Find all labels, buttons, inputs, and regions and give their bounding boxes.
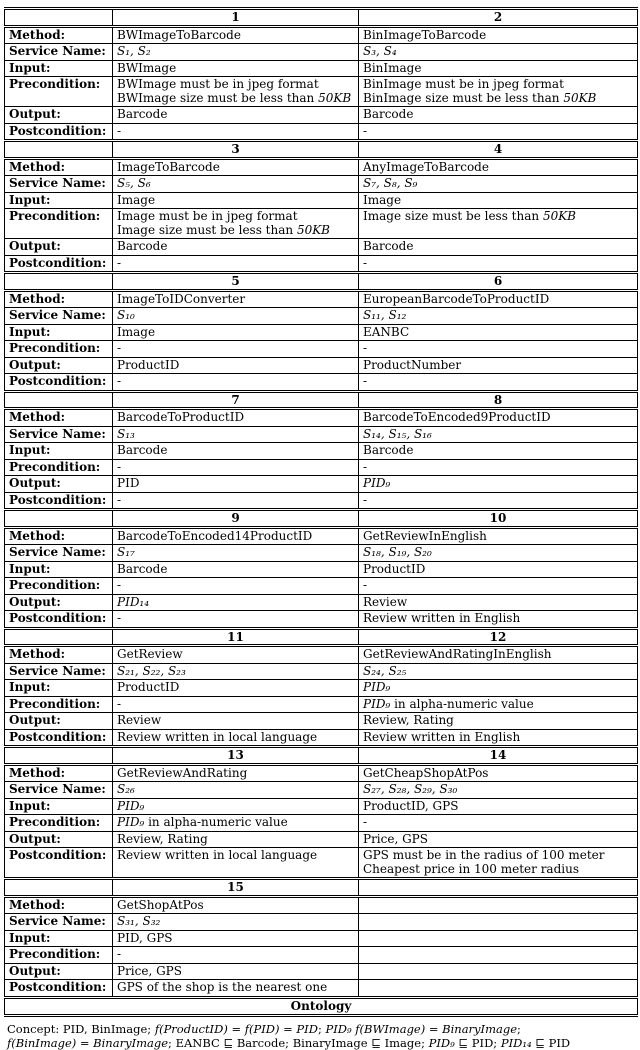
table-cell: Review [359, 594, 638, 611]
table-cell: - [113, 578, 359, 595]
table-cell: - [359, 459, 638, 476]
table-cell: Image size must be less than 50KB [359, 209, 638, 239]
row-label: Precondition: [5, 696, 113, 713]
block-number: 5 [113, 273, 359, 291]
table-cell: Barcode [113, 443, 359, 460]
table-cell: BWImageToBarcode [113, 26, 359, 44]
table-cell: BinImage must be in jpeg format BinImage size must be less than 50KB [359, 77, 638, 107]
table-row [5, 77, 638, 107]
table-cell: Barcode [359, 443, 638, 460]
table-cell: Image must be in jpeg format Image size must be less than 50KB [113, 209, 359, 239]
block-number-spacer [5, 628, 113, 646]
table-cell: S₂₇, S₂₈, S₂₉, S₃₀ [359, 782, 638, 799]
row-label: Input: [5, 60, 113, 77]
table-cell [359, 896, 638, 914]
row-label: Output: [5, 594, 113, 611]
table-cell: GetReview [113, 646, 359, 664]
table-row [5, 374, 638, 392]
row-label: Input: [5, 798, 113, 815]
table-cell: S₅, S₆ [113, 176, 359, 193]
table-cell: - [359, 255, 638, 273]
row-label: Precondition: [5, 459, 113, 476]
table-row [5, 896, 638, 914]
row-label: Output: [5, 713, 113, 730]
table-cell: - [113, 255, 359, 273]
table-cell: ProductID [113, 357, 359, 374]
table-cell: BarcodeToEncoded14ProductID [113, 527, 359, 545]
ontology-header-row [5, 997, 638, 1016]
table-cell [359, 930, 638, 947]
table-row [5, 60, 638, 77]
table-cell: S₇, S₈, S₉ [359, 176, 638, 193]
block-number: 15 [113, 879, 359, 897]
row-label: Precondition: [5, 578, 113, 595]
table-cell [359, 963, 638, 980]
table-cell: GetReviewAndRating [113, 764, 359, 782]
table-row [5, 443, 638, 460]
table-row [5, 680, 638, 697]
table-row [5, 341, 638, 358]
table-row [5, 663, 638, 680]
row-label: Postcondition: [5, 255, 113, 273]
table-cell: - [359, 492, 638, 510]
table-cell: Review written in English [359, 611, 638, 629]
table-row [5, 290, 638, 308]
table-cell: - [113, 123, 359, 141]
table-row [5, 696, 638, 713]
table-row [5, 764, 638, 782]
table-cell: S₁₈, S₁₉, S₂₀ [359, 545, 638, 562]
block-number: 12 [359, 628, 638, 646]
row-label: Method: [5, 26, 113, 44]
table-cell: - [113, 374, 359, 392]
table-cell: Review written in local language [113, 729, 359, 747]
row-label: Output: [5, 963, 113, 980]
table-cell: Image [359, 192, 638, 209]
row-label: Postcondition: [5, 729, 113, 747]
block-number-row [5, 141, 638, 159]
ontology-note-line-1: Concept: PID, BinImage; f(ProductID) = f(PID) = PID; PID₉ f(BWImage) = BinaryImage; [7, 1023, 635, 1037]
table-cell: - [113, 947, 359, 964]
table-cell: GPS of the shop is the nearest one [113, 980, 359, 998]
block-number-spacer [5, 273, 113, 291]
block-number [359, 879, 638, 897]
table-cell: ProductID [113, 680, 359, 697]
table-cell: BWImage [113, 60, 359, 77]
table-row [5, 611, 638, 629]
table-cell: S₂₄, S₂₅ [359, 663, 638, 680]
table-cell: Image [113, 324, 359, 341]
table-row [5, 545, 638, 562]
block-number: 2 [359, 9, 638, 27]
table-row [5, 26, 638, 44]
table-cell: Review written in local language [113, 848, 359, 879]
table-row [5, 798, 638, 815]
table-row [5, 44, 638, 61]
table-row [5, 831, 638, 848]
table-cell: - [113, 341, 359, 358]
block-number: 10 [359, 510, 638, 528]
table-cell: Barcode [113, 561, 359, 578]
table-cell: BinImageToBarcode [359, 26, 638, 44]
row-label: Precondition: [5, 815, 113, 832]
table-row [5, 255, 638, 273]
table-row [5, 459, 638, 476]
table-cell: Barcode [113, 107, 359, 124]
table-row [5, 963, 638, 980]
table-cell: - [359, 815, 638, 832]
table-cell: GetReviewAndRatingInEnglish [359, 646, 638, 664]
block-number: 3 [113, 141, 359, 159]
table-row [5, 646, 638, 664]
table-cell: PID₉ [359, 476, 638, 493]
table-row [5, 357, 638, 374]
row-label: Input: [5, 324, 113, 341]
table-cell: GetReviewInEnglish [359, 527, 638, 545]
table-cell: Barcode [359, 107, 638, 124]
table-cell: Price, GPS [113, 963, 359, 980]
table-cell: PID₉ in alpha-numeric value [359, 696, 638, 713]
table-row [5, 324, 638, 341]
row-label: Precondition: [5, 77, 113, 107]
table-cell: S₃₁, S₃₂ [113, 914, 359, 931]
table-cell: - [113, 492, 359, 510]
table-row [5, 930, 638, 947]
block-number: 6 [359, 273, 638, 291]
row-label: Service Name: [5, 782, 113, 799]
services-table-body [5, 9, 638, 1016]
table-row [5, 914, 638, 931]
table-cell: PID, GPS [113, 930, 359, 947]
block-number-row [5, 747, 638, 765]
table-cell: Barcode [359, 239, 638, 256]
row-label: Service Name: [5, 176, 113, 193]
row-label: Precondition: [5, 947, 113, 964]
table-cell: S₂₁, S₂₂, S₂₃ [113, 663, 359, 680]
block-number-spacer [5, 9, 113, 27]
row-label: Postcondition: [5, 123, 113, 141]
block-number: 11 [113, 628, 359, 646]
block-number-row [5, 9, 638, 27]
row-label: Input: [5, 680, 113, 697]
block-number: 14 [359, 747, 638, 765]
row-label: Input: [5, 561, 113, 578]
table-cell: BinImage [359, 60, 638, 77]
block-number: 8 [359, 391, 638, 409]
table-cell: GetCheapShopAtPos [359, 764, 638, 782]
table-cell: S₁₃ [113, 426, 359, 443]
table-cell: Price, GPS [359, 831, 638, 848]
table-cell: Image [113, 192, 359, 209]
row-label: Output: [5, 239, 113, 256]
table-cell: EuropeanBarcodeToProductID [359, 290, 638, 308]
table-cell: S₁₄, S₁₅, S₁₆ [359, 426, 638, 443]
row-label: Service Name: [5, 426, 113, 443]
row-label: Method: [5, 527, 113, 545]
row-label: Output: [5, 831, 113, 848]
table-row [5, 426, 638, 443]
table-cell: GPS must be in the radius of 100 meter Cheapest price in 100 meter radius [359, 848, 638, 879]
table-cell: PID₉ in alpha-numeric value [113, 815, 359, 832]
table-cell: S₃, S₄ [359, 44, 638, 61]
row-label: Postcondition: [5, 980, 113, 998]
table-row [5, 476, 638, 493]
table-cell: PID [113, 476, 359, 493]
row-label: Method: [5, 896, 113, 914]
block-number-spacer [5, 391, 113, 409]
table-cell: - [113, 611, 359, 629]
row-label: Method: [5, 764, 113, 782]
ontology-notes [7, 1023, 635, 1050]
table-cell: EANBC [359, 324, 638, 341]
table-cell: Review written in English [359, 729, 638, 747]
table-cell: BarcodeToEncoded9ProductID [359, 409, 638, 427]
table-row [5, 409, 638, 427]
block-number-row [5, 391, 638, 409]
table-cell: AnyImageToBarcode [359, 158, 638, 176]
table-row [5, 980, 638, 998]
row-label: Service Name: [5, 308, 113, 325]
row-label: Service Name: [5, 663, 113, 680]
table-cell: S₁₀ [113, 308, 359, 325]
block-number: 9 [113, 510, 359, 528]
row-label: Input: [5, 930, 113, 947]
table-cell: Review, Rating [113, 831, 359, 848]
table-row [5, 947, 638, 964]
table-row [5, 123, 638, 141]
table-cell: GetShopAtPos [113, 896, 359, 914]
table-cell: Review, Rating [359, 713, 638, 730]
row-label: Input: [5, 443, 113, 460]
table-row [5, 578, 638, 595]
table-row [5, 561, 638, 578]
table-cell: - [359, 123, 638, 141]
block-number: 13 [113, 747, 359, 765]
table-cell: PID₁₄ [113, 594, 359, 611]
row-label: Postcondition: [5, 492, 113, 510]
table-cell: S₂₆ [113, 782, 359, 799]
row-label: Output: [5, 357, 113, 374]
table-row [5, 209, 638, 239]
table-row [5, 713, 638, 730]
row-label: Service Name: [5, 914, 113, 931]
row-label: Method: [5, 158, 113, 176]
table-cell: Barcode [113, 239, 359, 256]
row-label: Method: [5, 409, 113, 427]
table-row [5, 192, 638, 209]
row-label: Method: [5, 290, 113, 308]
table-cell: ImageToIDConverter [113, 290, 359, 308]
table-row [5, 815, 638, 832]
table-row [5, 848, 638, 879]
block-number-row [5, 510, 638, 528]
row-label: Postcondition: [5, 374, 113, 392]
row-label: Precondition: [5, 209, 113, 239]
table-cell: ProductID [359, 561, 638, 578]
table-row [5, 729, 638, 747]
table-row [5, 239, 638, 256]
ontology-header: Ontology [5, 997, 638, 1016]
block-number-spacer [5, 747, 113, 765]
table-cell: - [359, 374, 638, 392]
table-cell [359, 914, 638, 931]
table-cell: S₁, S₂ [113, 44, 359, 61]
block-number: 4 [359, 141, 638, 159]
table-row [5, 176, 638, 193]
table-row [5, 492, 638, 510]
table-cell: - [359, 578, 638, 595]
table-cell: PID₉ [359, 680, 638, 697]
table-row [5, 308, 638, 325]
table-cell: ProductID, GPS [359, 798, 638, 815]
table-cell: - [113, 459, 359, 476]
row-label: Service Name: [5, 44, 113, 61]
block-number-row [5, 628, 638, 646]
table-cell: BWImage must be in jpeg format BWImage size must be less than 50KB [113, 77, 359, 107]
row-label: Input: [5, 192, 113, 209]
table-cell: PID₉ [113, 798, 359, 815]
table-cell [359, 947, 638, 964]
block-number-row [5, 879, 638, 897]
block-number: 7 [113, 391, 359, 409]
block-number-spacer [5, 510, 113, 528]
table-cell: S₁₁, S₁₂ [359, 308, 638, 325]
table-cell [359, 980, 638, 998]
table-cell: ProductNumber [359, 357, 638, 374]
table-row [5, 782, 638, 799]
table-cell: BarcodeToProductID [113, 409, 359, 427]
block-number-spacer [5, 141, 113, 159]
row-label: Postcondition: [5, 611, 113, 629]
table-row [5, 594, 638, 611]
row-label: Output: [5, 476, 113, 493]
table-row [5, 527, 638, 545]
table-cell: Review [113, 713, 359, 730]
block-number-spacer [5, 879, 113, 897]
table-cell: - [359, 341, 638, 358]
table-cell: - [113, 696, 359, 713]
ontology-note-line-2: f(BinImage) = BinaryImage; EANBC ⊑ Barcode; BinaryImage ⊑ Image; PID₉ ⊑ PID; PID₁₄ ⊑ PID [7, 1037, 635, 1050]
services-table [4, 7, 638, 1017]
row-label: Postcondition: [5, 848, 113, 879]
row-label: Service Name: [5, 545, 113, 562]
table-cell: ImageToBarcode [113, 158, 359, 176]
row-label: Output: [5, 107, 113, 124]
block-number: 1 [113, 9, 359, 27]
row-label: Precondition: [5, 341, 113, 358]
table-row [5, 107, 638, 124]
table-cell: S₁₇ [113, 545, 359, 562]
row-label: Method: [5, 646, 113, 664]
block-number-row [5, 273, 638, 291]
table-row [5, 158, 638, 176]
